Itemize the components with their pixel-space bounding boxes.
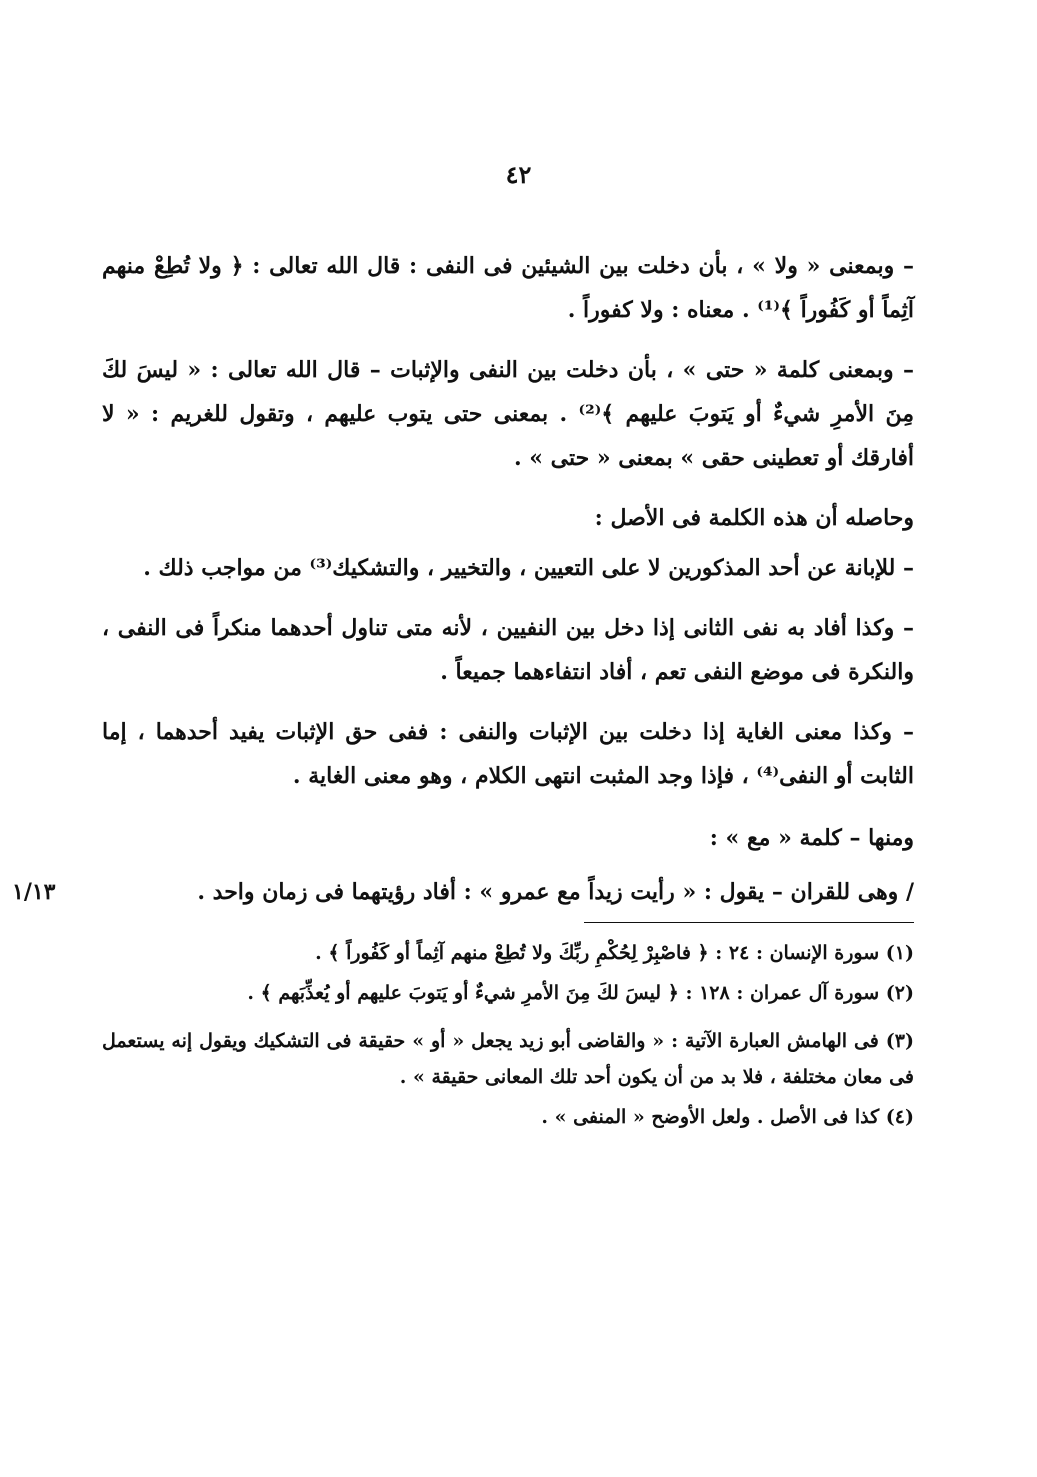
- paragraph-ibana: – للإبانة عن أحد المذكورين لا على التعيين ، والتخيير ، والتشكيك⁽³⁾ من مواجب ذلك .: [143, 555, 914, 581]
- footnote-divider: [584, 922, 914, 923]
- footnote-4: (٤) كذا فى الأصل . ولعل الأوضح « المنفى » .: [541, 1106, 914, 1128]
- paragraph-summary: وحاصله أن هذه الكلمة فى الأصل :: [594, 505, 914, 531]
- footnote-gap: [102, 1015, 914, 1023]
- footnote-1: (١) سورة الإنسان : ٢٤ : ﴿ فاصْبِرْ لِحُكْمِ ربِّكَ ولا تُطِعْ منهم آثِماً أو كَفُوراً ﴾ .: [315, 942, 914, 964]
- footnote-3: (٣) فى الهامش العبارة الآتية : « والقاضى أبو زيد يجعل « أو » حقيقة فى التشكيك ويقول إنه يستعمل فى معان مختلفة ، فلا بد من أن يكون أحد تلك المعانى حقيقة » .: [102, 1030, 914, 1088]
- footnote-2: (٢) سورة آل عمران : ١٢٨ : ﴿ ليسَ لكَ مِنَ الأمرِ شيءٌ أو يَتوبَ عليهم أو يُعذِّبَهم ﴾ .: [247, 982, 914, 1004]
- page-number: ٤٢: [505, 160, 532, 189]
- paragraph-wala: – وبمعنى « ولا » ، بأن دخلت بين الشيئين فى النفى : قال الله تعالى : ﴿ ولا تُطِعْ منهم آثِماً أو كَفُوراً ﴾⁽¹⁾ . معناه : ولا كفوراً .: [102, 253, 914, 323]
- paragraph-nafy: – وكذا أفاد به نفى الثانى إذا دخل بين النفيين ، لأنه متى تناول أحدهما منكراً فى النفى ، والنكرة فى موضع النفى تعم ، أفاد انتفاءهما جميعاً .: [102, 615, 914, 685]
- paragraph-qiran: / وهى للقران – يقول : « رأيت زيداً مع عمرو » : أفاد رؤيتهما فى زمان واحد .: [197, 879, 914, 905]
- qiran-line: [12, 870, 914, 914]
- paragraph-ghaya: – وكذا معنى الغاية إذا دخلت بين الإثبات والنفى : ففى حق الإثبات يفيد أحدهما ، إما الثابت أو النفى⁽⁴⁾ ، فإذا وجد المثبت انتهى الكلام ، وهو معنى الغاية .: [102, 719, 914, 789]
- heading-ma: ومنها – كلمة « مع » :: [709, 825, 914, 851]
- page-body: [12, 244, 914, 1139]
- paragraph-hatta: – وبمعنى كلمة « حتى » ، بأن دخلت بين النفى والإثبات – قال الله تعالى : « ليسَ لكَ مِنَ الأمرِ شيءٌ أو يَتوبَ عليهم ﴾⁽²⁾ . بمعنى حتى يتوب عليهم ، وتقول للغريم : « لا أفارقك أو تعطينى حقى » بمعنى « حتى » .: [102, 357, 914, 471]
- footnotes: [102, 935, 914, 1135]
- manuscript-folio-ref: ١/١٣: [12, 879, 56, 905]
